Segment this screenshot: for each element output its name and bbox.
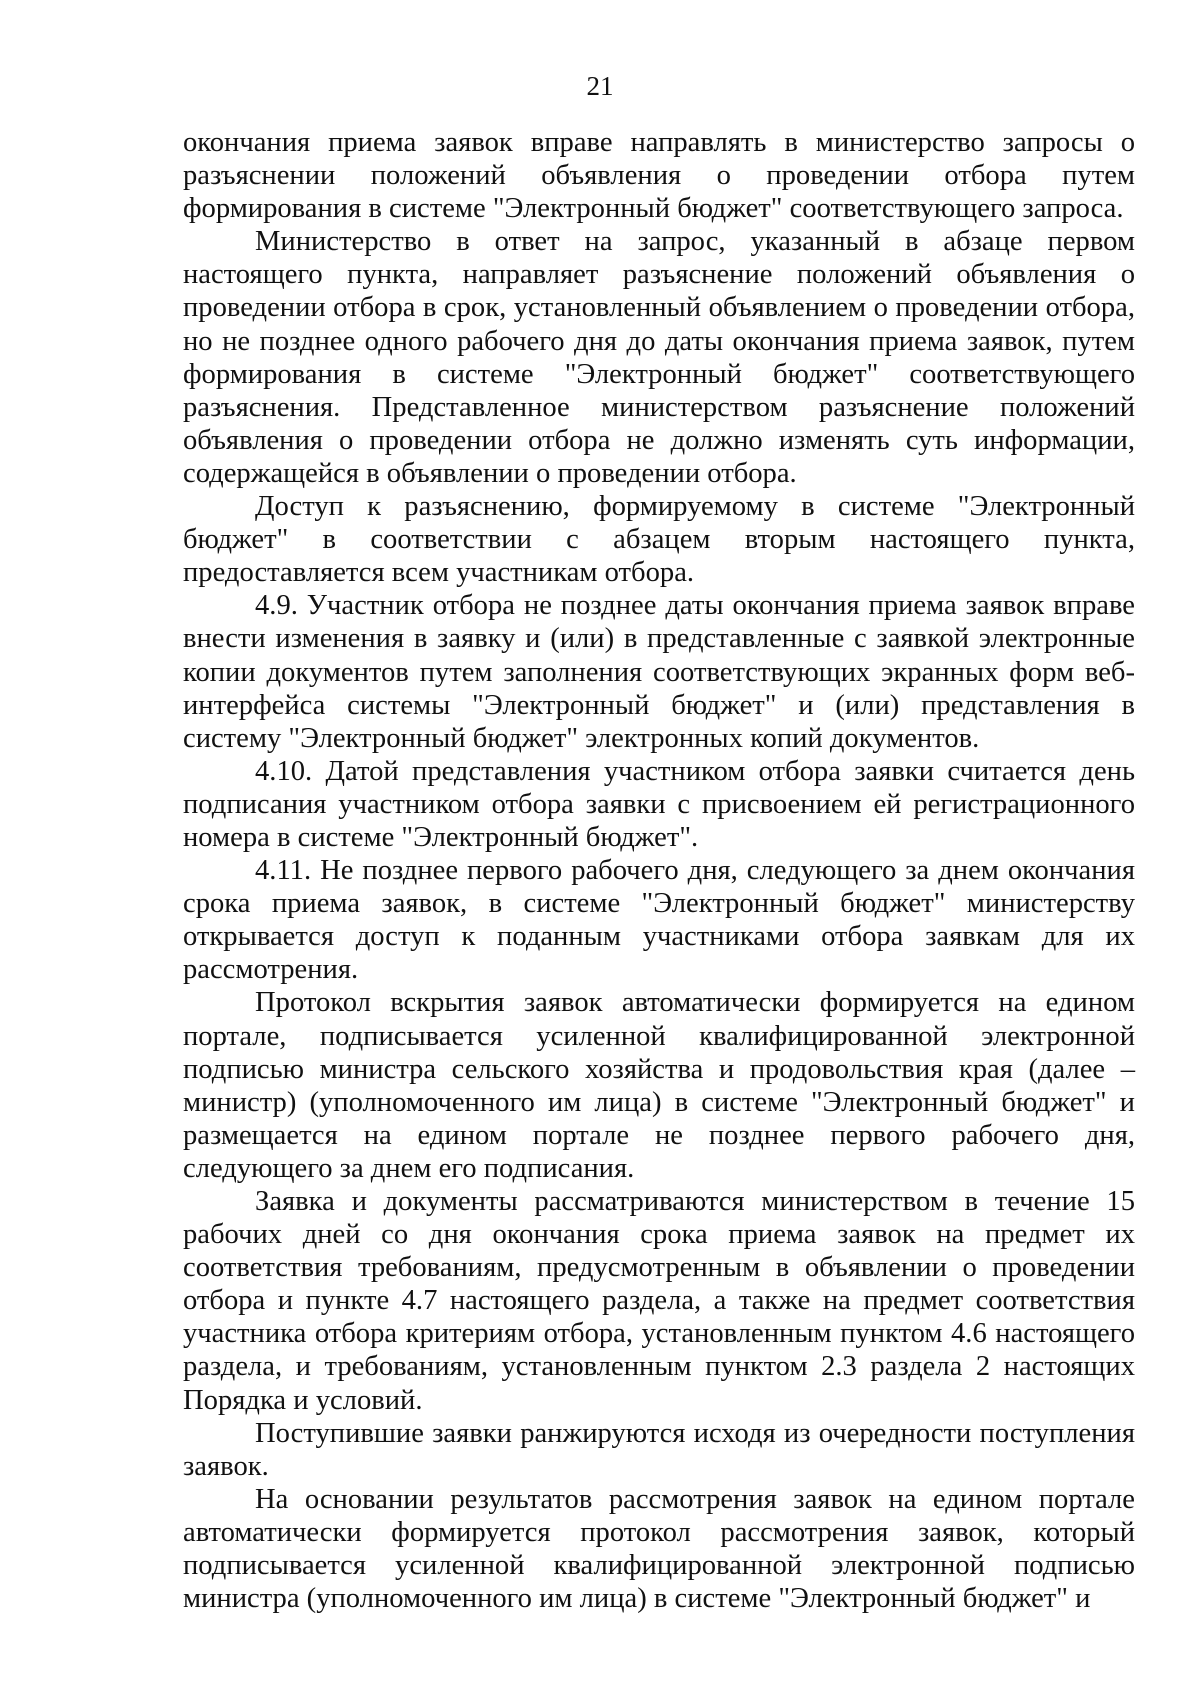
- paragraph-ranking: Поступившие заявки ранжируются исходя из очередности поступления заявок.: [183, 1417, 1135, 1482]
- paragraph-1: окончания приема заявок вправе направлять в министерство запросы о разъяснении положений объявления о проведении отбора путем формирования в системе "Электронный бюджет" соответствующего запроса.: [183, 127, 1135, 225]
- paragraph-3: Доступ к разъяснению, формируемому в системе "Электронный бюджет" в соответствии с абзацем вторым настоящего пункта, предоставляется всем участникам отбора.: [183, 491, 1135, 589]
- paragraph-protocol-opening: Протокол вскрытия заявок автоматически формируется на едином портале, подписывается усиленной квалифицированной электронной подписью министра сельского хозяйства и продовольствия края (далее – министр) (уполномоченного им лица) в системе "Электронный бюджет" и размещается на едином портале не позднее первого рабочего дня, следующего за днем его подписания.: [183, 987, 1135, 1184]
- document-body: [183, 126, 1135, 1615]
- paragraph-4-9: 4.9. Участник отбора не позднее даты окончания приема заявок вправе внести изменения в заявку и (или) в представленные с заявкой электронные копии документов путем заполнения соответствующих экранных форм веб-интерфейса системы "Электронный бюджет" и (или) представления в систему "Электронный бюджет" электронных копий документов.: [183, 590, 1135, 754]
- paragraph-review-protocol: На основании результатов рассмотрения заявок на едином портале автоматически формируется протокол рассмотрения заявок, который подписывается усиленной квалифицированной электронной подписью министра (уполномоченного им лица) в системе "Электронный бюджет" и: [183, 1483, 1135, 1615]
- paragraph-2: Министерство в ответ на запрос, указанный в абзаце первом настоящего пункта, направляет разъяснение положений объявления о проведении отбора в срок, установленный объявлением о проведении отбора, но не позднее одного рабочего дня до даты окончания приема заявок, путем формирования в системе "Электронный бюджет" соответствующего разъяснения. Представленное министерством разъяснение положений объявления о проведении отбора не должно изменять суть информации, содержащейся в объявлении о проведении отбора.: [183, 226, 1135, 489]
- page-number: 21: [586, 71, 614, 101]
- paragraph-4-11: 4.11. Не позднее первого рабочего дня, следующего за днем окончания срока приема заявок, в системе "Электронный бюджет" министерству открывается доступ к поданным участниками отбора заявкам для их рассмотрения.: [183, 855, 1135, 986]
- paragraph-4-10: 4.10. Датой представления участником отбора заявки считается день подписания участником отбора заявки с присвоением ей регистрационного номера в системе "Электронный бюджет".: [183, 755, 1135, 853]
- paragraph-review-term: Заявка и документы рассматриваются министерством в течение 15 рабочих дней со дня окончания срока приема заявок на предмет их соответствия требованиям, предусмотренным в объявлении о проведении отбора и пункте 4.7 настоящего раздела, а также на предмет соответствия участника отбора критериям отбора, установленным пунктом 4.6 настоящего раздела, и требованиям, установленным пунктом 2.3 раздела 2 настоящих Порядка и условий.: [183, 1186, 1135, 1416]
